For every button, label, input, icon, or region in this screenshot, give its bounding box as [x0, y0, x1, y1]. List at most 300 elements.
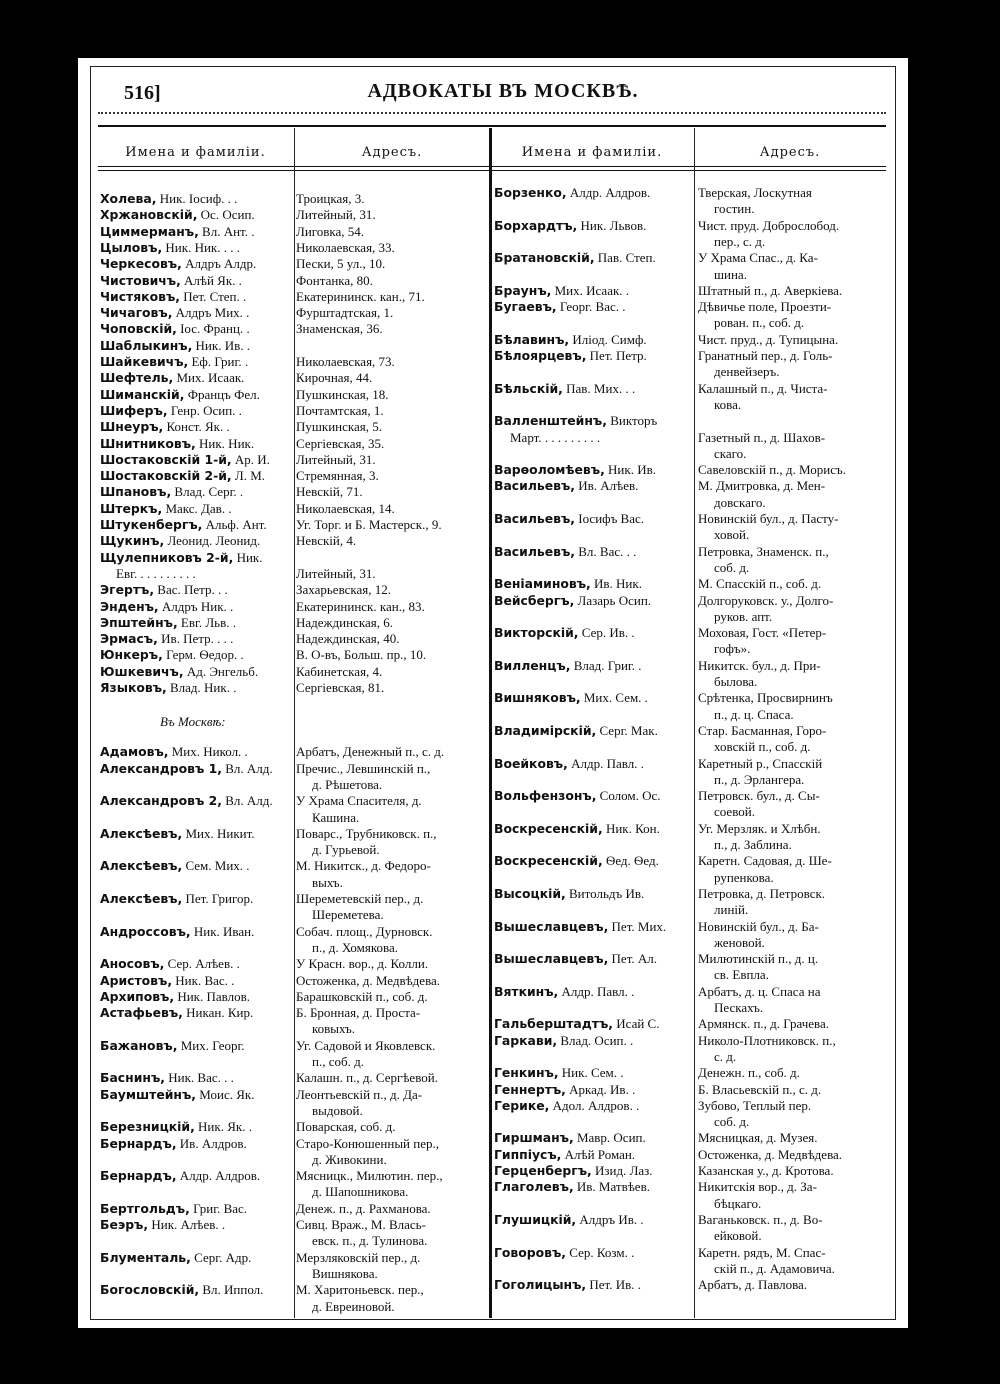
- entry-address-continuation: Шереметева.: [312, 907, 384, 923]
- col-head-address-right: Адресъ.: [759, 145, 821, 160]
- entry-address: Б. Власьевскій п., с. д.: [698, 1081, 822, 1097]
- entry-surname: Васильевъ,: [494, 511, 576, 526]
- entry-surname: Шостаковскій 1-й,: [100, 451, 232, 467]
- entry-surname: Чистяковъ,: [100, 288, 180, 304]
- entry-name: [100, 599, 233, 615]
- entry-name: [494, 886, 644, 902]
- entry-address: М. Спасскій п., соб. д.: [698, 576, 822, 592]
- entry-address: Остоженка, д. Медвѣдева.: [296, 972, 441, 988]
- entry-initials: Ник. Ник.: [195, 435, 255, 451]
- entry-surname: Бернардъ,: [100, 1135, 177, 1151]
- entry-address: Шереметевскій пер., д.: [296, 891, 424, 906]
- entry-name: [494, 951, 657, 967]
- entry-address: Арбатъ, д. ц. Спаса на: [698, 983, 821, 999]
- entry-name: [100, 501, 232, 517]
- entry-surname: Геннертъ,: [494, 1081, 566, 1097]
- entry-name: [100, 321, 250, 337]
- entry-address: У Красн. вор., д. Колли.: [296, 956, 429, 972]
- page: [78, 58, 908, 1328]
- entry-address: Новинскій бул., д. Пасту-: [698, 511, 839, 526]
- entry-surname: Васильевъ,: [494, 478, 576, 494]
- entry-address-continuation: скій п., д. Адамовича.: [714, 1260, 835, 1276]
- entry-name: [100, 452, 270, 468]
- entry-surname: Валленштейнъ,: [494, 413, 607, 429]
- entry-initials: Ив. Ник.: [590, 576, 642, 592]
- entry-initials: Іосифъ Вас.: [575, 511, 645, 526]
- entry-name: [100, 1087, 254, 1103]
- entry-address-continuation: п., д. Эрлангера.: [714, 771, 805, 787]
- entry-surname: Шефтель,: [100, 370, 174, 386]
- entry-surname: Вяткинъ,: [494, 983, 559, 999]
- entry-address: Поварс., Трубниковск. п.,: [296, 825, 437, 841]
- entry-name: [100, 1250, 251, 1266]
- entry-surname: Борхардтъ,: [494, 217, 578, 233]
- entry-surname: Васильевъ,: [494, 543, 576, 559]
- entry-address: Мясницк., Милютин. пер.,: [296, 1168, 443, 1184]
- entry-name: [100, 858, 250, 874]
- page-number: 516]: [124, 82, 161, 104]
- entry-address-continuation: п., д. Хомякова.: [312, 939, 398, 955]
- entry-name: [100, 1070, 234, 1086]
- entry-initials: Ник. Павлов.: [174, 988, 250, 1004]
- entry-surname: Гальберштадтъ,: [494, 1016, 613, 1032]
- entry-address: Николаевская, 73.: [296, 354, 395, 369]
- entry-initials: Витольдъ Ив.: [565, 885, 645, 901]
- entry-address: Пушкинская, 18.: [296, 386, 389, 402]
- entry-initials: Мих. Никит.: [182, 825, 255, 841]
- entry-address: Пески, 5 ул., 10.: [296, 256, 386, 272]
- entry-surname: Высоцкій,: [494, 885, 566, 901]
- entry-surname: Архиповъ,: [100, 988, 175, 1004]
- entry-name: [494, 1130, 646, 1146]
- entry-address-continuation: д. Живокини.: [312, 1151, 387, 1167]
- col-head-names-right: Имена и фамиліи.: [521, 145, 663, 160]
- entry-address: Пречис., Левшинскій п.,: [296, 760, 431, 776]
- entry-address-continuation: Вишнякова.: [312, 1265, 378, 1281]
- entry-surname: Эрмасъ,: [100, 631, 158, 647]
- entry-initials: Пет. Петр.: [586, 348, 647, 363]
- entry-surname: Бернардъ,: [100, 1168, 177, 1184]
- entry-surname: Бугаевъ,: [494, 299, 557, 315]
- entry-address-continuation: д. Гурьевой.: [312, 842, 380, 858]
- entry-address-continuation: выхъ.: [312, 874, 343, 890]
- entry-name: [100, 1119, 252, 1135]
- entry-address-continuation: соб. д.: [714, 1114, 750, 1130]
- entry-name: [494, 299, 626, 315]
- entry-name: [100, 647, 244, 663]
- entry-initials: Сем. Мих. .: [182, 858, 250, 874]
- entry-name: [494, 332, 647, 348]
- entry-name: [100, 517, 267, 533]
- page-title: АДВОКАТЫ ВЪ МОСКВѢ.: [367, 80, 639, 102]
- entry-address: М. Никитск., д. Федоро-: [296, 858, 431, 874]
- entry-address: Почтамтская, 1.: [296, 402, 384, 418]
- entry-address: Сивц. Враж., М. Влась-: [296, 1217, 426, 1232]
- entry-surname: Юнкеръ,: [100, 647, 163, 663]
- entry-address: Каретн. Садовая, д. Ше-: [698, 853, 832, 869]
- entry-initials: Ник. Вас. . .: [164, 1070, 234, 1086]
- entry-address: Остоженка, д. Медвѣдева.: [698, 1146, 843, 1162]
- entry-initials: Герм. Ѳедор. .: [162, 647, 244, 663]
- entry-address: Уг. Садовой и Яковлевск.: [296, 1037, 436, 1053]
- divider-center: [489, 128, 492, 1318]
- entry-name: [100, 891, 253, 907]
- entry-address: Чист. пруд. Доброслобод.: [698, 217, 840, 233]
- entry-address: Сергіевская, 35.: [296, 435, 385, 451]
- entry-surname: Шнитниковъ,: [100, 435, 196, 451]
- entry-surname: Шостаковскій 2-й,: [100, 468, 232, 484]
- entry-address-continuation: рован. п., соб. д.: [714, 315, 805, 331]
- entry-surname: Эпштейнъ,: [100, 614, 178, 630]
- entry-initials: Исай С.: [613, 1016, 660, 1032]
- entry-initials: Вл. Ант. .: [198, 223, 255, 239]
- entry-address-continuation: д. Евреиновой.: [312, 1298, 395, 1314]
- entry-surname: Шайкевичъ,: [100, 354, 189, 369]
- col-head-address-left: Адресъ.: [361, 145, 423, 160]
- entry-name: [494, 218, 646, 234]
- entry-initials: Алдръ Ив. .: [576, 1211, 644, 1227]
- entry-name: [116, 566, 196, 582]
- entry-address: Лиговка, 54.: [296, 223, 365, 239]
- entry-surname: Варѳоломѣевъ,: [494, 462, 605, 478]
- entry-name: [100, 256, 256, 272]
- entry-name: [100, 924, 254, 940]
- entry-name: [100, 826, 255, 842]
- entry-name: [100, 550, 263, 566]
- entry-name: [494, 413, 657, 429]
- entry-initials: Ник. Ник. . . .: [162, 239, 240, 255]
- entry-address: Никитск. бул., д. При-: [698, 657, 821, 673]
- entry-initials: Викторъ: [606, 413, 658, 429]
- entry-initials: Ив. Алдров.: [176, 1135, 247, 1151]
- entry-surname: Воскресенскій,: [494, 820, 603, 836]
- entry-address: Стар. Басманная, Горо-: [698, 722, 827, 738]
- entry-address-continuation: ковыхъ.: [312, 1021, 356, 1037]
- entry-name: [100, 240, 240, 256]
- entry-surname: Баснинъ,: [100, 1070, 165, 1086]
- entry-address-continuation: д. Шапошникова.: [312, 1184, 409, 1200]
- entry-initials: Адол. Алдров. .: [549, 1097, 640, 1113]
- entry-surname: Гоголицынъ,: [494, 1277, 587, 1293]
- entry-initials: Никан. Кир.: [182, 1005, 254, 1021]
- entry-initials: Алдръ Мих. .: [172, 305, 250, 321]
- entry-name: [100, 1038, 245, 1054]
- entry-address-continuation: п., д. ц. Спаса.: [714, 706, 794, 722]
- entry-address-continuation: линій.: [714, 902, 749, 918]
- entry-surname: Гиппіусъ,: [494, 1146, 562, 1162]
- entry-address: Армянск. п., д. Грачева.: [698, 1016, 830, 1032]
- entry-surname: Герике,: [494, 1097, 550, 1113]
- entry-address: Фурштадтская, 1.: [296, 305, 394, 321]
- entry-surname: Генкинъ,: [494, 1065, 559, 1081]
- entry-initials: Ник. Кон.: [602, 820, 660, 836]
- entry-name: [494, 462, 656, 478]
- entry-name: [494, 381, 635, 397]
- entry-address-continuation: женовой.: [714, 934, 765, 950]
- entry-name: [100, 207, 255, 223]
- entry-name: [494, 821, 660, 837]
- entry-initials: Ник. Львов.: [577, 217, 647, 233]
- entry-address: Зубово, Теплый пер.: [698, 1097, 812, 1113]
- entry-initials: Ник. Вас. .: [172, 972, 235, 988]
- entry-address-continuation: евск. п., д. Тулинова.: [312, 1233, 428, 1249]
- entry-surname: Штеркъ,: [100, 500, 163, 516]
- entry-address-continuation: соб. д.: [714, 559, 750, 575]
- entry-surname: Алексѣевъ,: [100, 825, 183, 841]
- entry-initials: Лазарь Осип.: [574, 592, 652, 608]
- entry-address: В. О-въ, Больш. пр., 10.: [296, 647, 427, 663]
- entry-name: [494, 185, 650, 201]
- entry-surname: Бѣльскій,: [494, 380, 563, 396]
- entry-address: Денежн. п., соб. д.: [698, 1065, 800, 1081]
- entry-initials: Мих. Сем. .: [580, 690, 648, 706]
- entry-name: [494, 1212, 644, 1228]
- entry-initials: Вл. Иппол.: [199, 1282, 264, 1298]
- entry-address-continuation: денвейзеръ.: [714, 364, 780, 380]
- entry-name: [494, 658, 642, 674]
- entry-name: [494, 1065, 624, 1081]
- entry-name: [100, 582, 228, 598]
- entry-initials: Ад. Энгельб.: [183, 663, 259, 679]
- entry-initials: Конст. Як. .: [163, 419, 230, 435]
- entry-name: [494, 1163, 653, 1179]
- entry-name: [100, 744, 248, 760]
- entry-name: [100, 305, 249, 321]
- entry-name: [494, 1179, 650, 1195]
- entry-initials: Вас. Петр. . .: [154, 582, 228, 598]
- entry-initials: Мих. Никол. .: [168, 744, 248, 760]
- entry-address-continuation: выдовой.: [312, 1102, 363, 1118]
- entry-initials: Алдръ Ник. .: [158, 598, 234, 614]
- entry-address: Литейный, 31.: [296, 451, 376, 467]
- entry-address: Арбатъ, д. Павлова.: [698, 1277, 808, 1293]
- entry-address: Старо-Конюшенный пер.,: [296, 1135, 439, 1151]
- entry-surname: Энденъ,: [100, 598, 159, 614]
- entry-address: Екатерининск. кан., 83.: [296, 598, 425, 614]
- entry-address: М. Харитоньевск. пер.,: [296, 1282, 424, 1298]
- entry-surname: Вилленцъ,: [494, 657, 571, 673]
- entry-address: Николо-Плотниковск. п.,: [698, 1032, 836, 1048]
- entry-surname: Шиферъ,: [100, 402, 168, 418]
- entry-name: [494, 1277, 641, 1293]
- entry-address: Дѣвичье поле, Проезти-: [698, 299, 832, 315]
- entry-name: [494, 919, 666, 935]
- entry-initials: Серг. Мак.: [596, 722, 658, 738]
- entry-initials: Ник. Іосиф. . .: [156, 191, 238, 206]
- entry-initials: Вл. Алд.: [221, 760, 273, 776]
- entry-surname: Щулепниковъ 2-й,: [100, 549, 234, 565]
- entry-name: [100, 533, 260, 549]
- entry-initials: Іос. Франц. .: [176, 321, 250, 337]
- entry-surname: Шаблыкинъ,: [100, 337, 193, 353]
- entry-initials: Сер. Козм. .: [566, 1244, 635, 1260]
- entry-name: [100, 1005, 253, 1021]
- entry-initials: Пет. Мих.: [608, 918, 667, 934]
- entry-name: [100, 1201, 247, 1217]
- entry-initials: Мавр. Осип.: [573, 1130, 646, 1146]
- entry-surname: Языковъ,: [100, 680, 167, 695]
- entry-address: Петровск. бул., д. Сы-: [698, 788, 820, 804]
- entry-address-continuation: п., соб. д.: [312, 1054, 364, 1069]
- entry-surname: Чоповскій,: [100, 321, 177, 337]
- entry-name: [494, 756, 644, 772]
- entry-name: [494, 690, 648, 706]
- entry-name: [100, 419, 230, 435]
- entry-initials: Пет. Степ. .: [179, 288, 247, 304]
- entry-name: [510, 430, 600, 446]
- entry-surname: Вышеславцевъ,: [494, 951, 609, 967]
- wavy-divider: [98, 104, 886, 114]
- entry-surname: Воскресенскій,: [494, 853, 603, 869]
- entry-address-continuation: соевой.: [714, 804, 755, 820]
- entry-name: [100, 191, 237, 207]
- entry-initials: Алдр. Павл. .: [558, 983, 635, 999]
- entry-surname: Гиршманъ,: [494, 1130, 574, 1146]
- entry-name: [494, 1016, 659, 1032]
- entry-initials: Ник. Иван.: [190, 923, 255, 939]
- entry-initials: Евг. Льв. .: [177, 614, 237, 630]
- entry-address: Поварская, соб. д.: [296, 1119, 396, 1135]
- entry-initials: Георг. Вас. .: [556, 299, 626, 315]
- entry-address: Захарьевская, 12.: [296, 582, 392, 598]
- entry-address-continuation: шина.: [714, 266, 747, 282]
- entry-initials: Алдр. Алдров.: [566, 185, 651, 200]
- header-rule: [98, 125, 886, 127]
- entry-name: [494, 788, 661, 804]
- entry-surname: Воейковъ,: [494, 755, 568, 771]
- entry-address: Пушкинская, 5.: [296, 419, 383, 435]
- entry-name: [494, 250, 656, 266]
- entry-surname: Черкесовъ,: [100, 256, 182, 272]
- divider-right-inner: [694, 128, 695, 1318]
- entry-initials: Серг. Адр.: [190, 1249, 252, 1265]
- entry-initials: Мих. Исаак. .: [551, 282, 630, 298]
- entry-address: Ваганьковск. п., д. Во-: [698, 1211, 823, 1227]
- moscow-subheading: Въ Москвѣ:: [160, 714, 226, 730]
- entry-address: Моховая, Гост. «Петер-: [698, 625, 827, 641]
- entry-address: Мясницкая, д. Музея.: [698, 1130, 818, 1146]
- entry-name: [494, 593, 651, 609]
- entry-initials: Моис. Як.: [196, 1086, 255, 1102]
- entry-address: Литейный, 31.: [296, 207, 376, 223]
- entry-address: Екатерининск. кан., 71.: [296, 288, 425, 304]
- entry-name: [100, 761, 273, 777]
- entry-name: [100, 664, 258, 680]
- entry-name: [100, 468, 265, 484]
- entry-name: [494, 984, 634, 1000]
- entry-initials: Ив. Петр. . . .: [157, 631, 234, 647]
- entry-address: Невскій, 71.: [296, 484, 363, 500]
- entry-address-continuation: руков. апт.: [714, 608, 773, 624]
- entry-address: Новинскій бул., д. Ба-: [698, 918, 819, 934]
- divider-left-inner: [294, 128, 295, 1318]
- entry-address-continuation: рупенкова.: [714, 869, 774, 885]
- entry-address: Знаменская, 36.: [296, 321, 383, 337]
- entry-surname: Березницкій,: [100, 1119, 195, 1135]
- entry-name: [494, 478, 638, 494]
- entry-name: [100, 956, 240, 972]
- entry-address: Литейный, 31.: [296, 565, 376, 581]
- entry-surname: Беэръ,: [100, 1217, 149, 1232]
- entry-surname: Чистовичъ,: [100, 272, 181, 288]
- entry-initials: Влад. Григ. .: [570, 657, 642, 673]
- entry-name: [100, 1217, 225, 1233]
- entry-initials: Пет. Ив. .: [586, 1277, 642, 1293]
- entry-name: [100, 989, 250, 1005]
- colhead-rule-2: [98, 170, 886, 171]
- entry-surname: Шпановъ,: [100, 484, 172, 500]
- entry-initials: Макс. Дав. .: [162, 500, 232, 516]
- entry-address-continuation: былова.: [714, 674, 758, 689]
- entry-initials: Изид. Лаз.: [591, 1163, 653, 1178]
- entry-initials: Ос. Осип.: [197, 207, 255, 223]
- entry-surname: Андроссовъ,: [100, 923, 191, 939]
- entry-address: У Храма Спас., д. Ка-: [698, 250, 818, 266]
- entry-surname: Шиманскій,: [100, 386, 185, 402]
- entry-initials: Ив. Матвѣев.: [573, 1179, 650, 1195]
- entry-initials: Аркад. Ив. .: [565, 1081, 636, 1097]
- entry-address: Газетный п., д. Шахов-: [698, 429, 826, 445]
- entry-name: [494, 1098, 639, 1114]
- entry-surname: Аносовъ,: [100, 956, 165, 972]
- entry-address-continuation: кова.: [714, 396, 742, 412]
- entry-address: Надеждинская, 40.: [296, 631, 400, 647]
- entry-surname: Братановскій,: [494, 250, 595, 266]
- entry-name: [100, 680, 236, 696]
- entry-initials: Ник. Ив.: [604, 462, 656, 478]
- entry-initials: Ник. Ив. .: [192, 337, 250, 353]
- entry-address: Калашн. п., д. Сергѣевой.: [296, 1070, 438, 1086]
- entry-address: Надеждинская, 6.: [296, 614, 393, 630]
- entry-name: [494, 1033, 633, 1049]
- entry-address: Каретный р., Спасскій: [698, 755, 823, 771]
- entry-surname: Говоровъ,: [494, 1244, 567, 1260]
- entry-address: Барашковскій п., соб. д.: [296, 988, 428, 1004]
- entry-surname: Аристовъ,: [100, 972, 173, 988]
- entry-initials: Ник.: [233, 549, 263, 565]
- entry-address: М. Дмитровка, д. Мен-: [698, 478, 826, 494]
- entry-surname: Бертгольдъ,: [100, 1200, 190, 1216]
- entry-initials: Сер. Алѣев. .: [164, 956, 240, 972]
- entry-address: Уг. Торг. и Б. Мастерск., 9.: [296, 517, 442, 532]
- entry-initials: Пет. Григор.: [182, 891, 254, 906]
- entry-surname: Владимірскій,: [494, 722, 597, 738]
- entry-initials: Пав. Степ.: [594, 250, 656, 266]
- entry-name: [100, 1168, 260, 1184]
- entry-name: [494, 1147, 635, 1163]
- entry-address-continuation: гостин.: [714, 201, 755, 217]
- entry-address: Уг. Мерзляк. и Хлѣбн.: [698, 820, 821, 836]
- entry-address: Собач. площ., Дурновск.: [296, 923, 433, 939]
- entry-address: Срѣтенка, Просвирнинъ: [698, 690, 833, 706]
- entry-name: [494, 625, 635, 641]
- entry-address-continuation: Пескахъ.: [714, 1000, 764, 1015]
- entry-name: [100, 631, 233, 647]
- entry-address: Кирочная, 44.: [296, 370, 373, 386]
- entry-name: [100, 289, 246, 305]
- entry-initials: Вл. Алд.: [221, 793, 273, 809]
- entry-surname: Астафьевъ,: [100, 1005, 183, 1021]
- entry-name: [100, 224, 255, 240]
- entry-address: Милютинскій п., д. ц.: [698, 951, 819, 967]
- entry-surname: Баумштейнъ,: [100, 1086, 197, 1102]
- entry-address-continuation: св. Евпла.: [714, 967, 769, 983]
- entry-initials: Л. М.: [231, 468, 266, 484]
- entry-address: Стремянная, 3.: [296, 468, 379, 484]
- entry-initials: Мих. Исаак.: [173, 370, 245, 386]
- entry-name: [494, 283, 629, 299]
- entry-name: [494, 511, 644, 527]
